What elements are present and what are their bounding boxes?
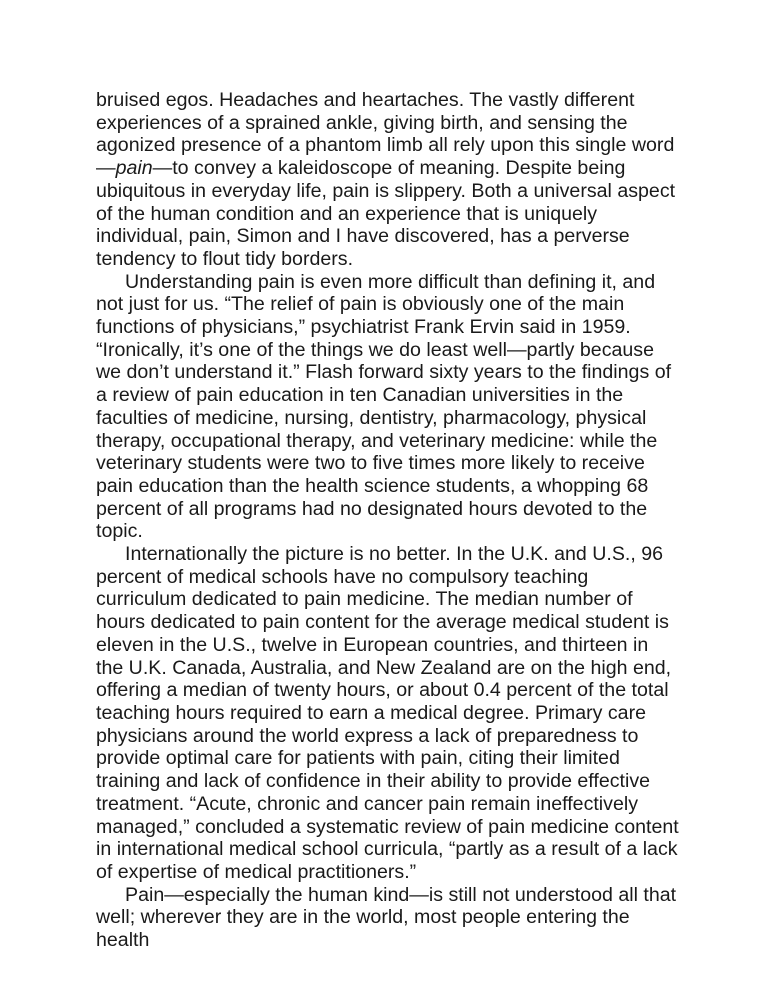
paragraph-1: [96, 89, 680, 271]
paragraph-3: Internationally the picture is no better. In the U.K. and U.S., 96 percent of medical schools have no compulsory teaching curriculum dedicated to pain medicine. The median number of hours dedicated to pain content for the average medical student is eleven in the U.S., twelve in European countries, and thirteen in the U.K. Canada, Australia, and New Zealand are on the high end, offering a median of twenty hours, or about 0.4 percent of the total teaching hours required to earn a medical degree. Primary care physicians around the world express a lack of preparedness to provide optimal care for patients with pain, citing their limited training and lack of confidence in their ability to provide effective treatment. “Acute, chronic and cancer pain remain ineffectively managed,” concluded a systematic review of pain medicine content in international medical school curricula, “partly as a result of a lack of expertise of medical practitioners.”: [96, 543, 679, 883]
paragraph-4: Pain—especially the human kind—is still not understood all that well; wherever they are in the world, most people entering the health: [96, 883, 677, 952]
document-page: [96, 89, 680, 952]
paragraph-2: Understanding pain is even more difficult than defining it, and not just for us. “The relief of pain is obviously one of the main functions of physicians,” psychiatrist Frank Ervin said in 1959. “Ironically, it’s one of the things we do least well—partly because we don’t understand it.” Flash forward sixty years to the findings of a review of pain education in ten Canadian universities in the faculties of medicine, nursing, dentistry, pharmacology, physical therapy, occupational therapy, and veterinary medicine: while the veterinary students were two to five times more likely to receive pain education than the health science students, a whopping 68 percent of all programs had no designated hours devoted to the topic.: [96, 270, 672, 543]
italic-word: pain: [115, 157, 153, 180]
paragraph-1-text-start: bruised egos. Headaches and heartaches. The vastly different experiences of a sprained ankle, giving birth, and sensing the agonized presence of a phantom limb all rely upon this single word—: [96, 89, 675, 180]
paragraph-1-text-end: —to convey a kaleidoscope of meaning. Despite being ubiquitous in everyday life, pain is slippery. Both a universal aspect of the human condition and an experience that is uniquely individual, pain, Simon and I have discovered, has a perverse tendency to flout tidy borders.: [96, 157, 676, 270]
